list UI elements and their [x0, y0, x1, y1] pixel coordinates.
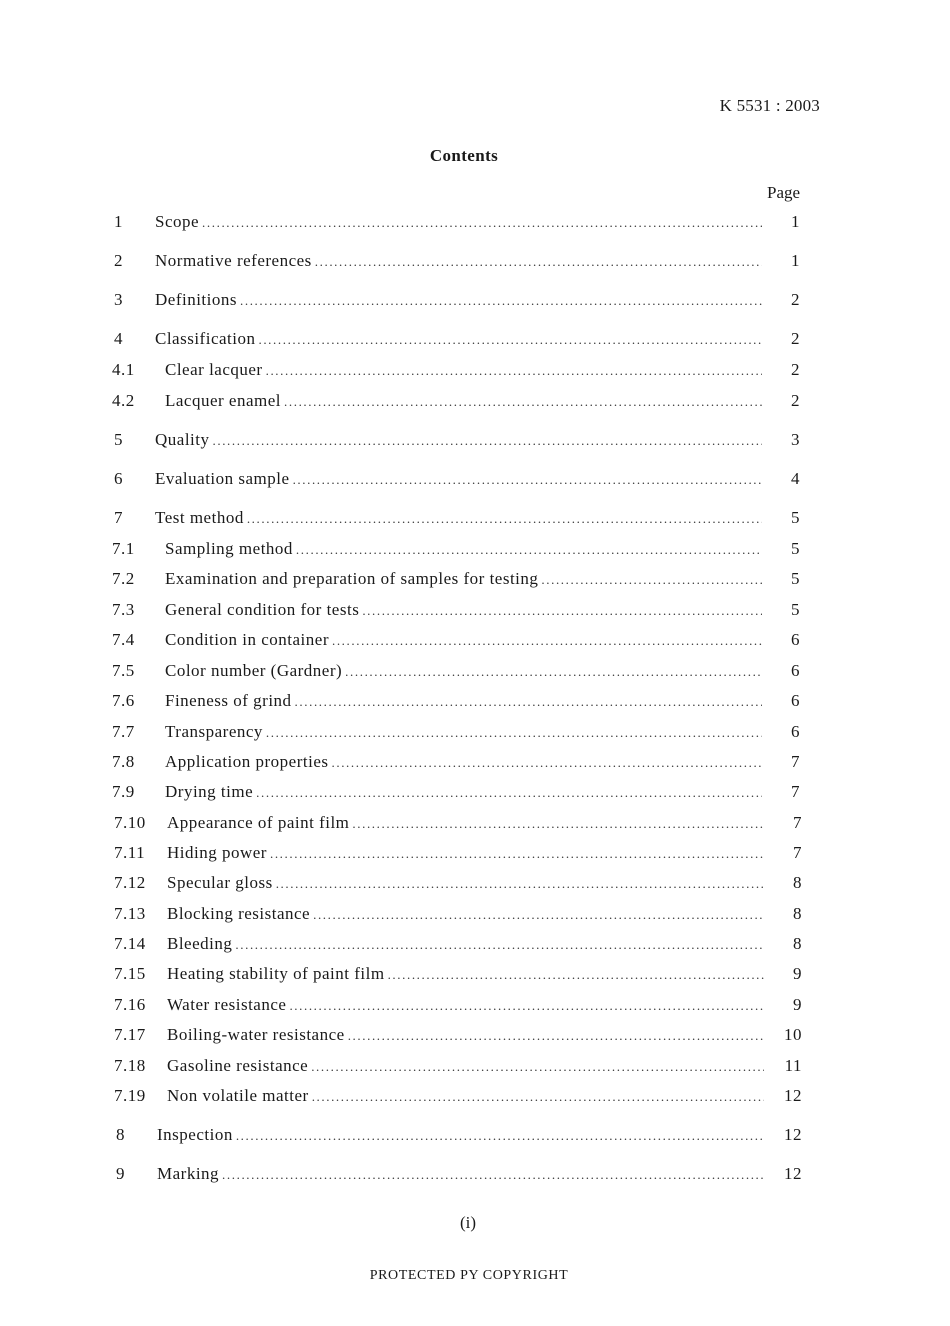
dot-leader: [266, 721, 762, 744]
toc-entry-number: 7.6: [112, 691, 135, 710]
toc-entry-leader-line: [167, 1023, 764, 1047]
toc-entry-page-number: 11: [784, 1056, 802, 1075]
toc-entry-leader-line: [157, 1123, 764, 1147]
toc-entry-leader-line: [165, 780, 762, 804]
toc-entry: [0, 871, 950, 895]
toc-entry-title: Blocking resistance: [167, 904, 311, 923]
toc-entry-number: 7.3: [112, 600, 135, 619]
toc-entry-title: Clear lacquer: [165, 360, 263, 379]
toc-entry: [0, 689, 950, 713]
dot-leader: [313, 903, 764, 926]
toc-entry-page-number: 5: [791, 539, 800, 558]
toc-entry-leader-line: [165, 689, 762, 713]
toc-entry-page-number: 1: [791, 212, 800, 231]
dot-leader: [541, 568, 762, 591]
toc-entry-page-number: 8: [793, 934, 802, 953]
toc-entry-number: 7.16: [114, 995, 146, 1014]
toc-entry-page-number: 1: [791, 251, 800, 270]
toc-entry-leader-line: [167, 811, 764, 835]
toc-entry: [0, 962, 950, 986]
toc-entry-number: 4.2: [112, 391, 135, 410]
toc-entry-title: Test method: [155, 508, 244, 527]
toc-entry-page-number: 6: [791, 630, 800, 649]
dot-leader: [266, 359, 762, 382]
dot-leader: [345, 660, 762, 683]
toc-entry-number: 7.14: [114, 934, 146, 953]
dot-leader: [315, 250, 762, 273]
toc-entry: [0, 1023, 950, 1047]
toc-entry-number: 7.10: [114, 813, 146, 832]
toc-entry-page-number: 5: [791, 600, 800, 619]
toc-entry-leader-line: [167, 841, 764, 865]
document-id: K 5531 : 2003: [719, 96, 820, 115]
toc-entry: [0, 932, 950, 956]
toc-entry-title: Specular gloss: [167, 873, 273, 892]
toc-entry-title: Evaluation sample: [155, 469, 290, 488]
toc-entry-number: 2: [114, 251, 123, 270]
toc-entry-title: Scope: [155, 212, 200, 231]
toc-entry-title: Definitions: [155, 290, 237, 309]
dot-leader: [202, 211, 762, 234]
toc-entry-page-number: 6: [791, 722, 800, 741]
dot-leader: [388, 963, 764, 986]
dot-leader: [258, 328, 762, 351]
toc-entry: [0, 327, 950, 351]
toc-entry-title: Inspection: [157, 1125, 233, 1144]
toc-entry-number: 7.5: [112, 661, 135, 680]
toc-entry: [0, 389, 950, 413]
toc-entry-number: 7.4: [112, 630, 135, 649]
dot-leader: [270, 842, 764, 865]
dot-leader: [213, 429, 763, 452]
toc-entry-number: 8: [116, 1125, 125, 1144]
toc-entry-number: 7.13: [114, 904, 146, 923]
dot-leader: [332, 751, 763, 774]
toc-entry-title: Bleeding: [167, 934, 233, 953]
toc-entry: [0, 1123, 950, 1147]
toc-entry-leader-line: [155, 249, 762, 273]
toc-entry-number: 7.11: [114, 843, 146, 862]
dot-leader: [352, 812, 764, 835]
toc-entry-page-number: 2: [791, 391, 800, 410]
toc-entry-title: Non volatile matter: [167, 1086, 309, 1105]
toc-entry-number: 3: [114, 290, 123, 309]
toc-entry: [0, 993, 950, 1017]
toc-entry-leader-line: [155, 327, 762, 351]
dot-leader: [235, 933, 764, 956]
toc-entry-number: 7.1: [112, 539, 135, 558]
toc-entry: [0, 288, 950, 312]
toc-entry: [0, 841, 950, 865]
toc-entry-leader-line: [165, 598, 762, 622]
toc-entry-number: 9: [116, 1164, 125, 1183]
toc-entry-page-number: 7: [791, 782, 800, 801]
toc-entry: [0, 1054, 950, 1078]
toc-entry-leader-line: [155, 467, 762, 491]
toc-entry: [0, 659, 950, 683]
toc-entry: [0, 1084, 950, 1108]
toc-entry-leader-line: [155, 288, 762, 312]
toc-entry-number: 7: [114, 508, 123, 527]
toc-entry-number: 7.12: [114, 873, 146, 892]
toc-entry-leader-line: [165, 720, 762, 744]
toc-entry-leader-line: [167, 962, 764, 986]
toc-entry-leader-line: [155, 506, 762, 530]
copyright-notice: PROTECTED PY COPYRIGHT: [369, 1268, 569, 1283]
dot-leader: [222, 1163, 764, 1186]
toc-entry-number: 6: [114, 469, 123, 488]
toc-entry-leader-line: [167, 902, 764, 926]
toc-entry-leader-line: [167, 1054, 764, 1078]
toc-entry-title: Drying time: [165, 782, 254, 801]
toc-entry-leader-line: [165, 628, 762, 652]
toc-entry-leader-line: [167, 871, 764, 895]
toc-entry-number: 7.9: [112, 782, 135, 801]
toc-entry: [0, 210, 950, 234]
toc-entry-title: Heating stability of paint film: [167, 964, 385, 983]
toc-entry-title: Lacquer enamel: [165, 391, 282, 410]
dot-leader: [289, 994, 764, 1017]
toc-entry-number: 4.1: [112, 360, 135, 379]
toc-entry-number: 7.7: [112, 722, 135, 741]
toc-entry-title: Quality: [155, 430, 210, 449]
toc-entry-leader-line: [165, 537, 762, 561]
toc-entry-leader-line: [155, 210, 762, 234]
toc-entry-leader-line: [155, 428, 762, 452]
toc-entry-leader-line: [165, 750, 762, 774]
toc-entry-page-number: 3: [791, 430, 800, 449]
toc-entry-title: Hiding power: [167, 843, 267, 862]
dot-leader: [362, 599, 762, 622]
toc-entry-page-number: 2: [791, 329, 800, 348]
toc-entry-title: Water resistance: [167, 995, 287, 1014]
toc-entry-title: Normative references: [155, 251, 312, 270]
toc-entry: [0, 428, 950, 452]
toc-entry-leader-line: [167, 932, 764, 956]
dot-leader: [295, 690, 762, 713]
toc-entry-page-number: 5: [791, 508, 800, 527]
toc-entry: [0, 750, 950, 774]
toc-entry-title: Sampling method: [165, 539, 293, 558]
toc-entry-title: Marking: [157, 1164, 220, 1183]
toc-entry-title: Condition in container: [165, 630, 329, 649]
dot-leader: [236, 1124, 764, 1147]
toc-entry-number: 1: [114, 212, 123, 231]
toc-entry-leader-line: [165, 659, 762, 683]
toc-entry: [0, 811, 950, 835]
contents-heading: Contents: [429, 146, 499, 165]
toc-entry-title: Fineness of grind: [165, 691, 292, 710]
page-column-heading: Page: [767, 183, 801, 202]
toc-entry-number: 7.8: [112, 752, 135, 771]
toc-entry-page-number: 2: [791, 290, 800, 309]
toc-entry: [0, 902, 950, 926]
toc-entry: [0, 537, 950, 561]
toc-entry-page-number: 9: [793, 964, 802, 983]
dot-leader: [240, 289, 762, 312]
footer-page-number: (i): [459, 1213, 477, 1232]
toc-entry-page-number: 12: [784, 1164, 802, 1183]
toc-entry-page-number: 8: [793, 873, 802, 892]
toc-entry-page-number: 2: [791, 360, 800, 379]
toc-entry-page-number: 8: [793, 904, 802, 923]
toc-entry-number: 7.18: [114, 1056, 146, 1075]
dot-leader: [293, 468, 762, 491]
toc-entry-page-number: 4: [791, 469, 800, 488]
toc-entry: [0, 358, 950, 382]
toc-entry-page-number: 12: [784, 1125, 802, 1144]
toc-entry-leader-line: [167, 993, 764, 1017]
toc-entry-page-number: 5: [791, 569, 800, 588]
toc-entry-number: 7.15: [114, 964, 146, 983]
toc-entry-title: Appearance of paint film: [167, 813, 350, 832]
toc-entry-number: 5: [114, 430, 123, 449]
dot-leader: [284, 390, 762, 413]
toc-entry-leader-line: [165, 389, 762, 413]
toc-entry-title: Classification: [155, 329, 256, 348]
toc-entry-title: Gasoline resistance: [167, 1056, 309, 1075]
toc-entry: [0, 506, 950, 530]
dot-leader: [348, 1024, 764, 1047]
toc-entry-page-number: 7: [793, 813, 802, 832]
toc-entry: [0, 628, 950, 652]
toc-entry-page-number: 7: [793, 843, 802, 862]
dot-leader: [276, 872, 764, 895]
toc-entry-title: Examination and preparation of samples for testing: [165, 569, 539, 588]
toc-entry: [0, 598, 950, 622]
toc-entry-leader-line: [167, 1084, 764, 1108]
toc-entry-leader-line: [165, 567, 762, 591]
toc-entry-number: 7.17: [114, 1025, 146, 1044]
toc-entry: [0, 720, 950, 744]
toc-entry: [0, 780, 950, 804]
toc-entry-page-number: 10: [784, 1025, 802, 1044]
dot-leader: [312, 1085, 764, 1108]
toc-entry: [0, 249, 950, 273]
toc-entry: [0, 567, 950, 591]
dot-leader: [332, 629, 762, 652]
toc-entry-page-number: 6: [791, 691, 800, 710]
toc-entry-title: Application properties: [165, 752, 329, 771]
toc-entry-page-number: 7: [791, 752, 800, 771]
toc-entry-title: Color number (Gardner): [165, 661, 343, 680]
dot-leader: [256, 781, 762, 804]
dot-leader: [296, 538, 762, 561]
toc-entry-leader-line: [165, 358, 762, 382]
toc-entry-title: Transparency: [165, 722, 263, 741]
toc-entry-number: 7.19: [114, 1086, 146, 1105]
toc-entry-leader-line: [157, 1162, 764, 1186]
toc-entry-title: Boiling-water resistance: [167, 1025, 345, 1044]
toc-entry-number: 4: [114, 329, 123, 348]
toc-entry-page-number: 9: [793, 995, 802, 1014]
dot-leader: [311, 1055, 764, 1078]
toc-entry: [0, 467, 950, 491]
toc-entry: [0, 1162, 950, 1186]
dot-leader: [247, 507, 762, 530]
toc-entry-title: General condition for tests: [165, 600, 360, 619]
toc-entry-page-number: 6: [791, 661, 800, 680]
toc-entry-page-number: 12: [784, 1086, 802, 1105]
toc-entry-number: 7.2: [112, 569, 135, 588]
